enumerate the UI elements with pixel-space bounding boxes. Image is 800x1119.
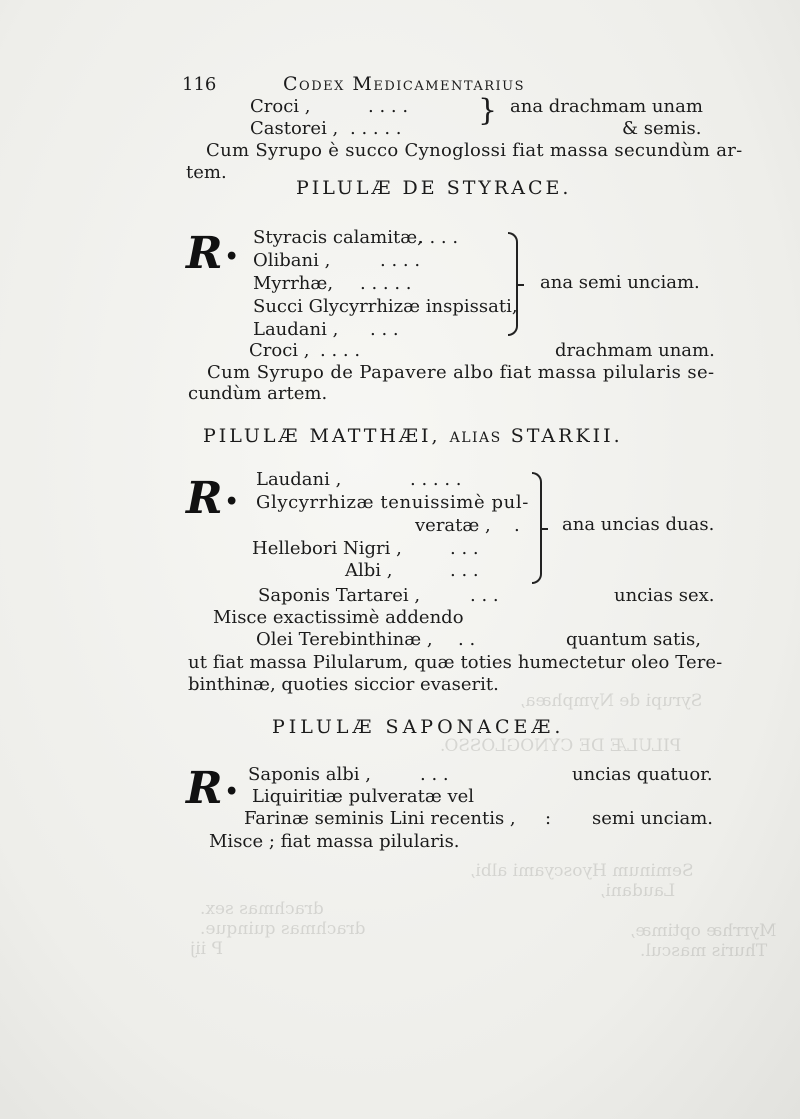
ingredient-line: Myrrhæ, bbox=[253, 273, 334, 294]
brace: } bbox=[478, 93, 498, 128]
ingredient-line: veratæ , bbox=[415, 515, 491, 536]
section-title: PILULÆ SAPONACEÆ. bbox=[272, 716, 565, 738]
page-number: 116 bbox=[182, 74, 217, 95]
recipe-dot: • bbox=[224, 488, 239, 515]
leader-dots: . . . . . bbox=[410, 469, 462, 490]
recipe-dot: • bbox=[224, 243, 239, 270]
recipe-symbol-letter: R bbox=[186, 763, 223, 814]
brace-tip bbox=[540, 528, 548, 530]
recipe-symbol bbox=[186, 763, 239, 814]
section-title-alias: ALIAS bbox=[449, 430, 502, 446]
leader-dots: . . . . . bbox=[350, 118, 402, 139]
bleed-through-text: Laudani, bbox=[600, 881, 676, 901]
leader-dots: : bbox=[545, 808, 552, 829]
paragraph-line: binthinæ, quoties siccior evaserit. bbox=[188, 674, 499, 695]
section-title: PILULÆ DE STYRACE. bbox=[296, 177, 572, 199]
ingredient-line: Styracis calamitæ, bbox=[253, 227, 423, 248]
dose: quantum satis, bbox=[566, 629, 701, 650]
bleed-through-text: Thuris mascul. bbox=[640, 941, 768, 961]
dose: drachmam unam. bbox=[555, 340, 715, 361]
leader-dots: . . . . bbox=[368, 96, 409, 117]
ingredient-line: Saponis Tartarei , bbox=[258, 585, 421, 606]
leader-dots: . . . . bbox=[418, 227, 459, 248]
brace bbox=[532, 472, 542, 584]
ingredient-line: Glycyrrhizæ tenuissimè pul- bbox=[256, 492, 529, 513]
dose: ana drachmam unam bbox=[510, 96, 703, 117]
leader-dots: . . . . bbox=[320, 340, 361, 361]
ingredient-line: Croci , bbox=[250, 96, 311, 117]
paragraph-line: Misce exactissimè addendo bbox=[213, 607, 464, 628]
ingredient-line: Liquiritiæ pulveratæ vel bbox=[252, 786, 475, 807]
dose: ana semi unciam. bbox=[540, 272, 700, 293]
paragraph-line: tem. bbox=[186, 162, 227, 183]
running-head: Codex Medicamentarius bbox=[283, 73, 526, 95]
recipe-symbol-letter: R bbox=[186, 228, 223, 279]
leader-dots: . bbox=[514, 515, 520, 536]
leader-dots: . . . bbox=[420, 764, 449, 785]
dose: uncias quatuor. bbox=[572, 764, 713, 785]
ingredient-line: Farinæ seminis Lini recentis , bbox=[244, 808, 516, 829]
ingredient-line: Laudani , bbox=[256, 469, 342, 490]
dose: semi unciam. bbox=[592, 808, 713, 829]
leader-dots: . . . . . bbox=[360, 273, 412, 294]
brace bbox=[508, 232, 518, 336]
bleed-through-text: drachmas quinque. bbox=[200, 919, 366, 939]
ingredient-line: Saponis albi , bbox=[248, 764, 371, 785]
ingredient-line: Croci , bbox=[249, 340, 310, 361]
leader-dots: . . . bbox=[450, 560, 479, 581]
leader-dots: . . . . bbox=[380, 250, 421, 271]
dose: uncias sex. bbox=[614, 585, 715, 606]
ingredient-line: Olibani , bbox=[253, 250, 331, 271]
ingredient-line: Hellebori Nigri , bbox=[252, 538, 402, 559]
ingredient-line: Olei Terebinthinæ , bbox=[256, 629, 433, 650]
leader-dots: . . bbox=[458, 629, 476, 650]
paragraph-line: cundùm artem. bbox=[188, 383, 328, 404]
ingredient-line: Castorei , bbox=[250, 118, 339, 139]
recipe-symbol-letter: R bbox=[186, 473, 223, 524]
leader-dots: . . . bbox=[450, 538, 479, 559]
recipe-symbol bbox=[186, 473, 239, 524]
bleed-through-text: drachmas sex. bbox=[200, 899, 324, 919]
ingredient-line: Albi , bbox=[345, 560, 393, 581]
ingredient-line: Succi Glycyrrhizæ inspissati, bbox=[253, 296, 518, 317]
paragraph-line: Cum Syrupo è succo Cynoglossi fiat massa secundùm ar- bbox=[206, 140, 743, 161]
section-title bbox=[203, 425, 623, 449]
bleed-through-text: Seminum Hyoscyami albi, bbox=[470, 861, 694, 881]
recipe-dot: • bbox=[224, 778, 239, 805]
paragraph-line: ut fiat massa Pilularum, quæ toties humectetur oleo Tere- bbox=[188, 652, 723, 673]
bleed-through-text: P iij bbox=[190, 939, 223, 959]
recipe-symbol bbox=[186, 228, 239, 279]
dose: ana uncias duas. bbox=[562, 514, 715, 535]
ingredient-line: Laudani , bbox=[253, 319, 339, 340]
bleed-through-text: Syrupi de Nymphæa, bbox=[520, 691, 703, 711]
leader-dots: . . . bbox=[470, 585, 499, 606]
paragraph-line: Misce ; fiat massa pilularis. bbox=[209, 831, 460, 852]
section-title-end: STARKII. bbox=[510, 425, 623, 447]
bleed-through-text: PILULÆ DE CYNOGLOSSO. bbox=[440, 736, 682, 756]
section-title-main: PILULÆ MATTHÆI, bbox=[203, 425, 441, 447]
dose: & semis. bbox=[622, 118, 702, 139]
leader-dots: . . . bbox=[370, 319, 399, 340]
paragraph-line: Cum Syrupo de Papavere albo fiat massa pilularis se- bbox=[207, 362, 715, 383]
brace-tip bbox=[516, 284, 524, 286]
bleed-through-text: Myrrhæ optimæ, bbox=[630, 921, 777, 941]
